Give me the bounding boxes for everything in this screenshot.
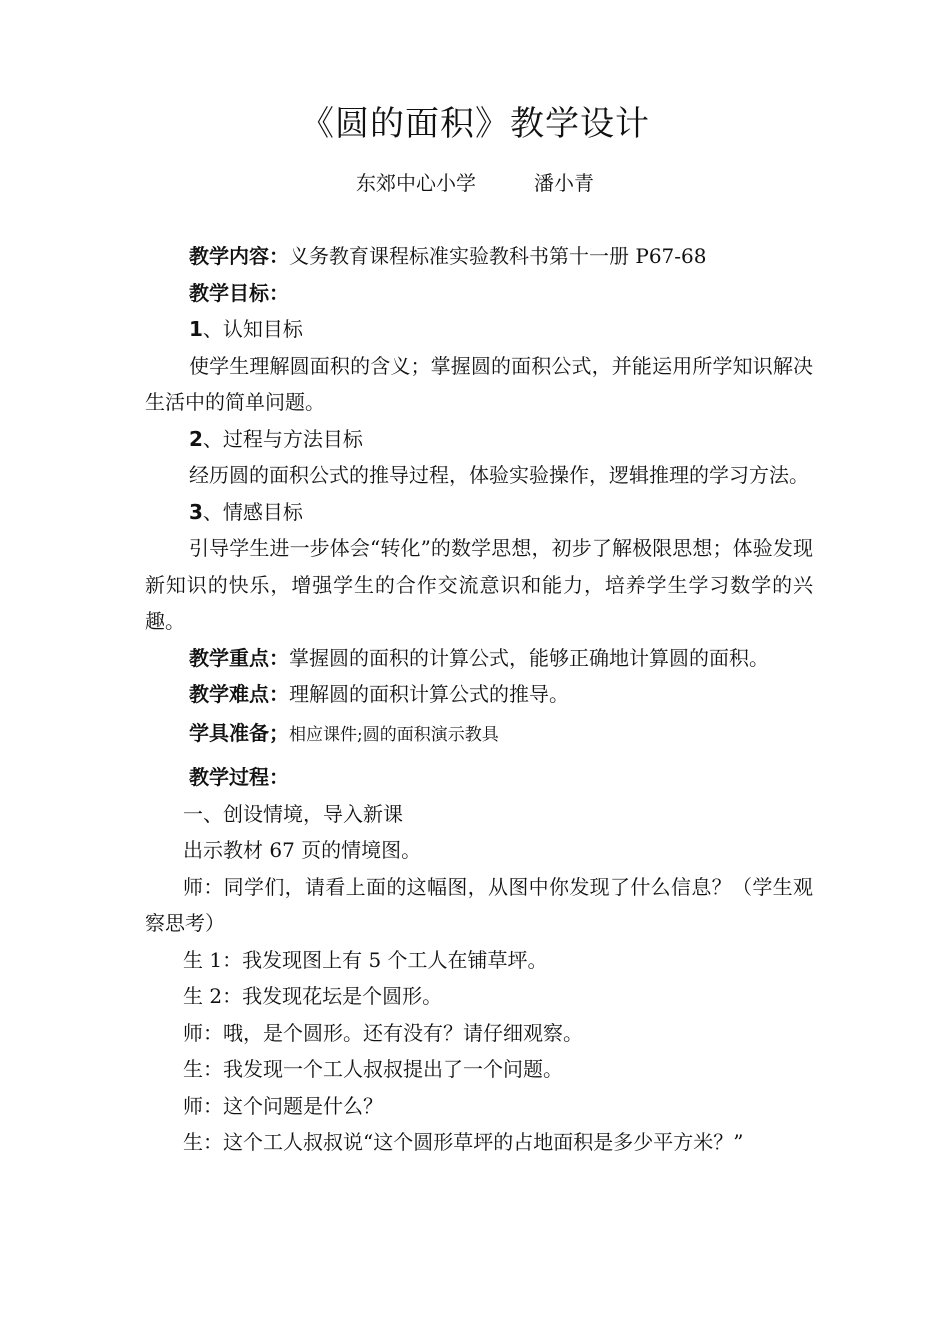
process-line-8: 生：这个工人叔叔说“这个圆形草坪的占地面积是多少平方米？”	[183, 1130, 744, 1154]
teaching-content-label: 教学内容：	[189, 244, 289, 268]
objective-2-text: 经历圆的面积公式的推导过程，体验实验操作，逻辑推理的学习方法。	[189, 463, 809, 487]
materials	[145, 715, 813, 754]
objective-2-title: 、过程与方法目标	[202, 426, 363, 451]
objective-1-number: 1	[189, 317, 203, 341]
process-line-5: 师：哦，是个圆形。还有没有？请仔细观察。	[183, 1020, 583, 1045]
process-line-3: 生 1：我发现图上有 5 个工人在铺草坪。	[183, 947, 548, 972]
process-line-4: 生 2：我发现花坛是个圆形。	[183, 984, 443, 1008]
process-label: 教学过程：	[189, 765, 289, 789]
materials-value: 相应课件;圆的面积演示教具	[289, 724, 499, 745]
process-line-2: 师：同学们，请看上面的这幅图，从图中你发现了什么信息？（学生观察思考）	[145, 874, 813, 935]
process-line-7: 师：这个问题是什么？	[183, 1093, 383, 1118]
teaching-content-value: 义务教育课程标准实验教科书第十一册 P67-68	[289, 244, 707, 268]
author-line	[0, 168, 950, 198]
author-school: 东郊中心小学	[356, 171, 476, 195]
process-line-1: 出示教材 67 页的情境图。	[183, 838, 422, 862]
difficulty-label: 教学难点：	[189, 682, 289, 706]
objective-3-heading	[145, 494, 813, 531]
document-body	[145, 238, 813, 1161]
key-point-value: 掌握圆的面积的计算公式，能够正确地计算圆的面积。	[289, 645, 769, 670]
materials-label: 学具准备；	[189, 720, 289, 745]
teaching-content	[145, 238, 813, 275]
author-name: 潘小青	[534, 171, 594, 195]
process-section-1: 一、创设情境，导入新课	[183, 801, 403, 826]
objective-1-heading	[145, 311, 813, 348]
difficulty-value: 理解圆的面积计算公式的推导。	[289, 682, 569, 706]
key-point-label: 教学重点：	[189, 645, 289, 670]
objective-3-title: 、情感目标	[202, 499, 303, 524]
objective-2-number: 2	[189, 426, 203, 451]
objective-2-heading	[145, 421, 813, 458]
objective-3-text: 引导学生进一步体会“转化”的数学思想，初步了解极限思想；体验发现新知识的快乐，增强学生的合作交流意识和能力，培养学生学习数学的兴趣。	[145, 536, 813, 633]
objectives-heading	[145, 275, 813, 312]
process-line-6: 生：我发现一个工人叔叔提出了一个问题。	[183, 1057, 563, 1081]
objective-3-number: 3	[189, 499, 203, 524]
objectives-label: 教学目标：	[189, 280, 289, 305]
key-point	[145, 640, 813, 677]
process-heading	[145, 759, 813, 796]
document-title: 《圆的面积》教学设计	[300, 104, 650, 144]
objective-1-text: 使学生理解圆面积的含义；掌握圆的面积公式，并能运用所学知识解决生活中的简单问题。	[145, 353, 813, 414]
difficulty	[145, 676, 813, 713]
objective-1-title: 、认知目标	[202, 317, 303, 341]
